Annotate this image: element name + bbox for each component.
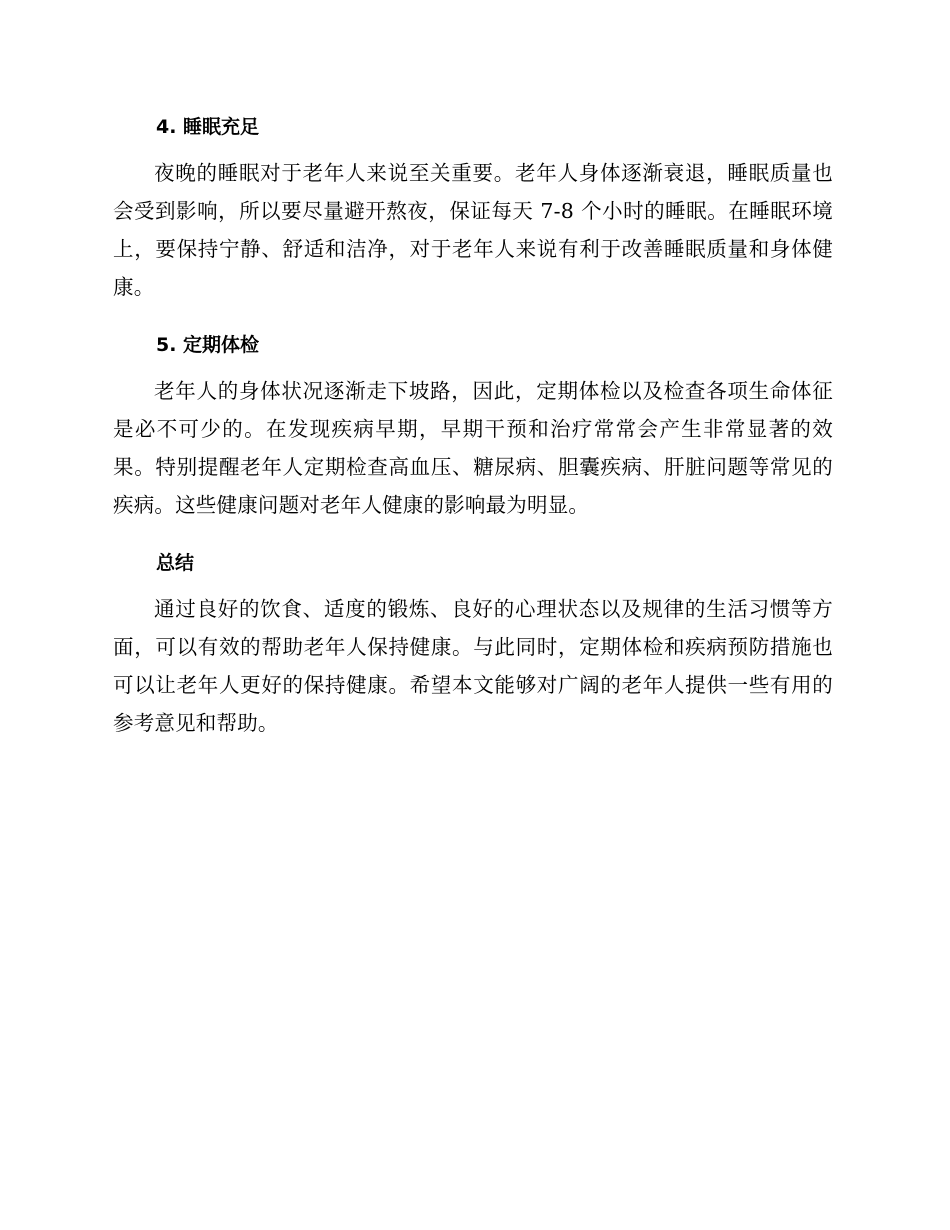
section-paragraph-checkup: 老年人的身体状况逐渐走下坡路，因此，定期体检以及检查各项生命体征是必不可少的。在发现疾病早期，早期干预和治疗常常会产生非常显著的效果。特别提醒老年人定期检查高血压、糖尿病、胆囊疾病、肝脏问题等常见的疾病。这些健康问题对老年人健康的影响最为明显。 [113, 379, 833, 517]
section-heading-summary: 总结 [156, 552, 195, 574]
section-heading-checkup: 5. 定期体检 [156, 334, 260, 356]
section-heading-sleep: 4. 睡眠充足 [156, 116, 260, 138]
section-paragraph-summary: 通过良好的饮食、适度的锻炼、良好的心理状态以及规律的生活习惯等方面，可以有效的帮助老年人保持健康。与此同时，定期体检和疾病预防措施也可以让老年人更好的保持健康。希望本文能够对广阔的老年人提供一些有用的参考意见和帮助。 [113, 597, 833, 735]
document-body [113, 110, 833, 764]
section-paragraph-sleep: 夜晚的睡眠对于老年人来说至关重要。老年人身体逐渐衰退，睡眠质量也会受到影响，所以要尽量避开熬夜，保证每天 7-8 个小时的睡眠。在睡眠环境上，要保持宁静、舒适和洁净，对于老年人来说有利于改善睡眠质量和身体健康。 [113, 161, 833, 299]
